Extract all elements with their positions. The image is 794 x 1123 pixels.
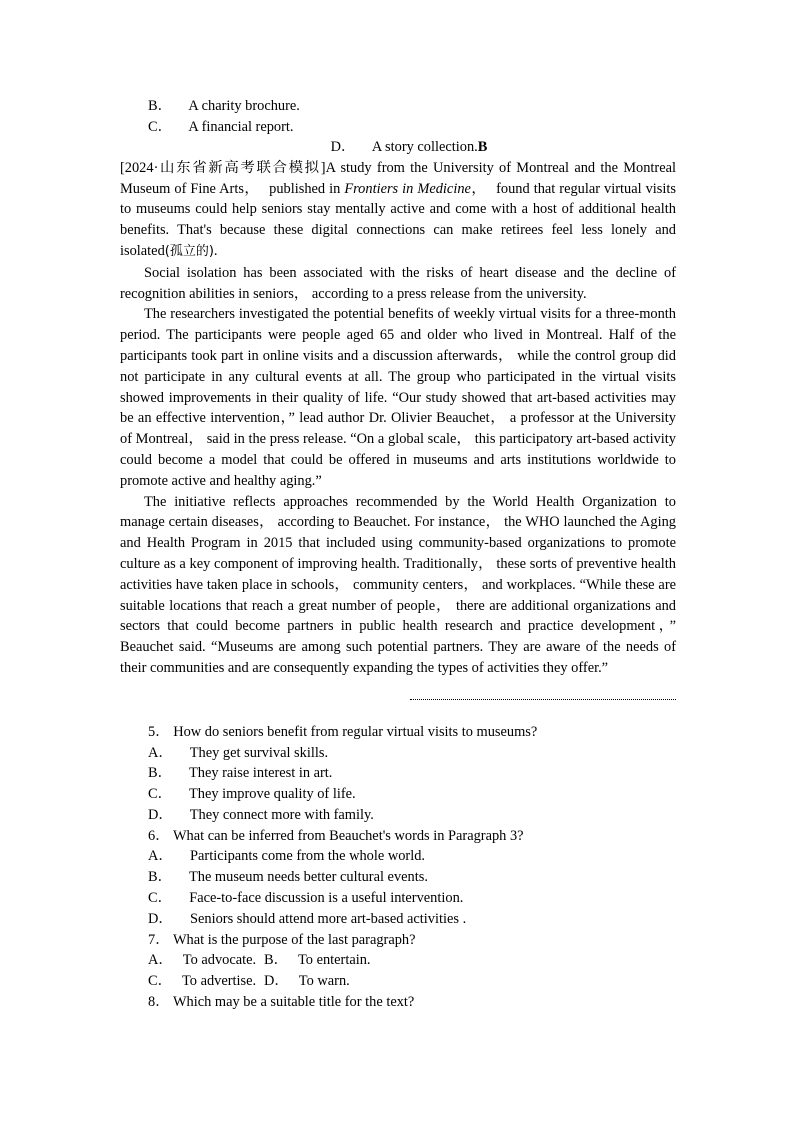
p1-comma: ， bbox=[470, 180, 487, 197]
passage-paragraph-1 bbox=[120, 158, 676, 263]
question-7-option-a[interactable] bbox=[148, 950, 264, 971]
option-label: B． bbox=[148, 98, 172, 114]
question-5-option-a[interactable] bbox=[148, 743, 676, 764]
option-label: C． bbox=[148, 890, 172, 907]
option-text: To warn. bbox=[298, 973, 350, 990]
option-text: A financial report. bbox=[188, 118, 294, 135]
question-6-option-c[interactable] bbox=[148, 888, 676, 909]
question-text: Which may be a suitable title for the text? bbox=[172, 994, 415, 1011]
question-text: How do seniors benefit from regular virtual visits to museums? bbox=[173, 723, 538, 740]
question-5-option-d[interactable] bbox=[148, 805, 676, 826]
section-separator-wrap bbox=[120, 692, 676, 708]
option-label: A． bbox=[148, 952, 173, 969]
option-label: D． bbox=[148, 806, 173, 823]
answer-key: B bbox=[477, 139, 488, 156]
source-tag: [2024·山东省新高考联合模拟] bbox=[120, 159, 326, 176]
option-text: Participants come from the whole world. bbox=[190, 848, 426, 865]
question-number: 8． bbox=[148, 994, 170, 1011]
journal-title: Frontiers in Medicine bbox=[344, 180, 471, 197]
question-7-stem bbox=[148, 930, 676, 951]
question-6-option-b[interactable] bbox=[148, 867, 676, 888]
option-text: Face-to-face discussion is a useful intervention. bbox=[189, 890, 464, 907]
p1-seg-b: published in bbox=[269, 180, 345, 197]
option-label: D． bbox=[264, 973, 289, 990]
option-label: A． bbox=[148, 848, 173, 865]
option-label: B． bbox=[148, 869, 172, 886]
option-label: D． bbox=[330, 139, 356, 156]
option-label: D． bbox=[148, 910, 173, 927]
question-5-stem bbox=[148, 722, 676, 743]
p1-seg-c: found that regular virtual visits to museums could help seniors stay mentally active and come with a host of additional health benefits. That's because these digital connections can make retirees feel less lonely and isolated bbox=[120, 180, 676, 259]
option-text: The museum needs better cultural events. bbox=[188, 869, 428, 886]
previous-question-options bbox=[120, 96, 676, 158]
option-text: They get survival skills. bbox=[189, 744, 329, 761]
passage-paragraph-2: Social isolation has been associated with the risks of heart disease and the decline of recognition abilities in seniors， according to a press release from the university. bbox=[120, 264, 676, 302]
question-5-option-b[interactable] bbox=[148, 763, 676, 784]
question-6-option-a[interactable] bbox=[148, 846, 676, 867]
option-label: B． bbox=[264, 952, 288, 969]
question-7-options-row-1 bbox=[148, 950, 676, 971]
question-8-stem bbox=[148, 992, 676, 1013]
option-text: To advocate. bbox=[182, 952, 257, 969]
p1-seg-a: A study from the University of Montreal and the Montreal Museum of Fine Arts， bbox=[120, 159, 676, 197]
question-7-option-c[interactable] bbox=[148, 971, 264, 992]
option-label: A． bbox=[148, 744, 173, 761]
option-text: Seniors should attend more art-based activities . bbox=[190, 910, 467, 927]
option-text: To advertise. bbox=[182, 973, 257, 990]
option-label: C． bbox=[148, 118, 172, 135]
option-label: B． bbox=[148, 765, 172, 782]
question-number: 6． bbox=[148, 827, 170, 844]
question-6-option-d[interactable] bbox=[148, 909, 676, 930]
option-text: They connect more with family. bbox=[189, 806, 374, 823]
option-label: C． bbox=[148, 786, 172, 803]
dotted-separator bbox=[410, 699, 676, 700]
question-text: What can be inferred from Beauchet's words in Paragraph 3? bbox=[172, 827, 524, 844]
passage-paragraph-3: The researchers investigated the potential benefits of weekly virtual visits for a three-month period. The participants were people aged 65 and older who lived in Montreal. Half of the participants took part in online visits and a discussion afterwards， while the control group did not participate in any cultural events at all. The group who participated in the virtual visits showed improvements in their quality of life. “Our study showed that art-based activities may be an effective intervention，” lead author Dr. Olivier Beauchet， a professor at the University of Montreal， said in the press release. “On a global scale， this participatory art-based activity could become a model that could be offered in museums and arts institutions worldwide to promote active and healthy aging.” bbox=[120, 306, 676, 489]
option-line bbox=[148, 96, 676, 117]
question-7-option-b[interactable] bbox=[264, 950, 371, 971]
option-text: They raise interest in art. bbox=[188, 765, 333, 782]
question-6-stem bbox=[148, 826, 676, 847]
option-text: A charity brochure. bbox=[188, 98, 300, 114]
question-5-option-c[interactable] bbox=[148, 784, 676, 805]
option-text: A story collection. bbox=[371, 139, 478, 156]
option-text: They improve quality of life. bbox=[188, 786, 356, 803]
passage-paragraph-4: The initiative reflects approaches recommended by the World Health Organization to manage certain diseases， according to Beauchet. For instance， the WHO launched the Aging and Health Program in 2015 that included using community-based organizations to promote culture as a key component of improving health. Traditionally， these sorts of preventive health activities have taken place in schools， community centers， and workplaces. “While these are suitable locations that reach a great number of people， there are additional organizations and sectors that could become partners in public health research and practice development，” Beauchet said. “Museums are among such potential partners. They are aware of the needs of their communities and are consequently expanding the types of activities they offer.” bbox=[120, 493, 676, 676]
question-text: What is the purpose of the last paragraph? bbox=[172, 931, 416, 948]
p1-period: . bbox=[213, 242, 218, 259]
question-number: 5． bbox=[148, 723, 170, 740]
page-content bbox=[120, 96, 676, 1013]
question-7-option-d[interactable] bbox=[264, 971, 350, 992]
option-text: To entertain. bbox=[298, 952, 371, 969]
chinese-gloss: (孤立的) bbox=[164, 243, 214, 259]
question-number: 7． bbox=[148, 931, 170, 948]
question-7-options-row-2 bbox=[148, 971, 676, 992]
option-label: C． bbox=[148, 973, 172, 990]
questions-block bbox=[148, 722, 676, 1013]
option-line-last bbox=[120, 137, 676, 158]
option-line bbox=[148, 117, 676, 138]
